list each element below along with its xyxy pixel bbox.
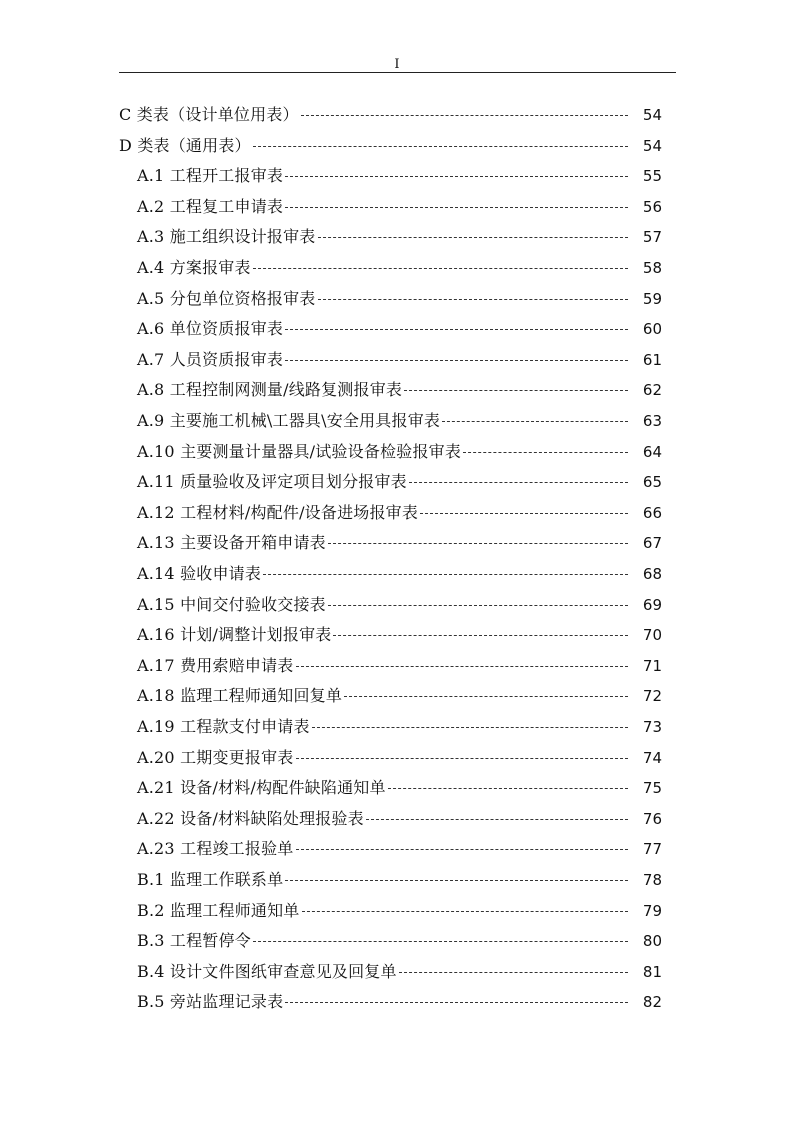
toc-entry-page-number: 68 <box>642 565 662 583</box>
toc-entry-label: A.22 设备/材料缺陷处理报验表 <box>137 808 364 828</box>
toc-entry[interactable] <box>0 712 794 742</box>
toc-entry[interactable] <box>0 590 794 620</box>
toc-entry-label: A.3 施工组织设计报审表 <box>137 227 316 247</box>
toc-entry[interactable] <box>0 620 794 650</box>
toc-entry[interactable] <box>0 896 794 926</box>
toc-entry-label: A.13 主要设备开箱申请表 <box>137 533 326 553</box>
toc-entry-label: A.9 主要施工机械\工器具\安全用具报审表 <box>137 411 441 430</box>
toc-entry-leader <box>318 237 628 238</box>
toc-entry-label: B.4 设计文件图纸审查意见及回复单 <box>137 961 397 981</box>
toc-entry-leader <box>285 207 628 208</box>
toc-entry[interactable] <box>0 773 794 803</box>
toc-entry-leader <box>253 268 628 269</box>
toc-entry-page-number: 73 <box>642 718 662 736</box>
toc-entry-leader <box>296 758 628 759</box>
toc-entry-label: A.7 人员资质报审表 <box>137 349 284 369</box>
toc-entry[interactable] <box>0 222 794 252</box>
toc-entry-label: C 类表（设计单位用表） <box>119 105 299 124</box>
toc-entry-label: A.11 质量验收及评定项目划分报审表 <box>137 472 407 492</box>
toc-entry-leader <box>285 360 628 361</box>
toc-entry-leader <box>333 635 628 636</box>
toc-entry-leader <box>328 543 628 544</box>
toc-entry-leader <box>404 390 628 391</box>
toc-entry-label: D 类表（通用表） <box>119 135 251 155</box>
toc-entry-leader <box>285 176 628 177</box>
toc-entry-leader <box>366 819 628 820</box>
toc-entry-leader <box>420 513 628 514</box>
toc-entry-leader <box>285 1002 628 1003</box>
toc-entry-page-number: 59 <box>642 289 662 308</box>
toc-entry-leader <box>263 574 628 575</box>
toc-entry[interactable] <box>0 406 794 436</box>
toc-entry-page-number: 72 <box>642 687 662 706</box>
toc-entry[interactable] <box>0 804 794 834</box>
toc-entry-leader <box>285 329 628 330</box>
toc-entry-page-number: 63 <box>642 412 662 430</box>
toc-entry[interactable] <box>0 834 794 864</box>
toc-entry[interactable] <box>0 131 794 161</box>
toc-entry-page-number: 66 <box>642 503 662 522</box>
toc-entry-leader <box>296 849 628 850</box>
toc-entry-label: A.19 工程款支付申请表 <box>137 717 310 736</box>
toc-entry-label: A.1 工程开工报审表 <box>137 166 284 186</box>
toc-entry-page-number: 55 <box>642 167 662 186</box>
toc-entry-page-number: 74 <box>642 748 662 767</box>
toc-entry-page-number: 80 <box>642 932 662 951</box>
toc-entry-label: A.18 监理工程师通知回复单 <box>137 686 343 706</box>
toc-entry[interactable] <box>0 865 794 895</box>
toc-entry-page-number: 56 <box>642 197 662 216</box>
toc-entry-page-number: 75 <box>642 779 662 798</box>
toc-entry-leader <box>344 696 628 697</box>
toc-entry[interactable] <box>0 681 794 711</box>
toc-entry-leader <box>253 941 628 942</box>
toc-entry-label: A.20 工期变更报审表 <box>137 747 294 767</box>
toc-entry[interactable] <box>0 467 794 497</box>
toc-entry-label: A.15 中间交付验收交接表 <box>137 594 326 614</box>
toc-entry[interactable] <box>0 437 794 467</box>
toc-entry-label: A.14 验收申请表 <box>137 564 262 583</box>
toc-entry[interactable] <box>0 192 794 222</box>
toc-entry[interactable] <box>0 559 794 589</box>
toc-entry[interactable] <box>0 528 794 558</box>
toc-entry[interactable] <box>0 375 794 405</box>
toc-entry[interactable] <box>0 926 794 956</box>
toc-entry-page-number: 54 <box>642 106 662 124</box>
toc-entry-label: B.5 旁站监理记录表 <box>137 992 284 1012</box>
toc-entry-page-number: 81 <box>642 962 662 981</box>
toc-entry-page-number: 76 <box>642 809 662 828</box>
toc-entry-leader <box>463 452 628 453</box>
toc-entry[interactable] <box>0 284 794 314</box>
toc-entry-page-number: 70 <box>642 626 662 645</box>
toc-entry-label: A.12 工程材料/构配件/设备进场报审表 <box>137 502 419 522</box>
toc-entry-leader <box>253 146 628 147</box>
toc-entry-leader <box>409 482 628 483</box>
toc-entry-page-number: 67 <box>642 534 662 553</box>
toc-entry-label: A.17 费用索赔申请表 <box>137 655 294 675</box>
toc-entry-page-number: 58 <box>642 259 662 277</box>
toc-entry[interactable] <box>0 743 794 773</box>
toc-entry-page-number: 82 <box>642 993 662 1012</box>
toc-entry-leader <box>285 880 628 881</box>
toc-entry-page-number: 71 <box>642 656 662 675</box>
toc-entry[interactable] <box>0 987 794 1017</box>
toc-entry-leader <box>388 788 628 789</box>
toc-entry-leader <box>328 605 628 606</box>
toc-entry-page-number: 64 <box>642 442 662 461</box>
toc-entry[interactable] <box>0 161 794 191</box>
toc-entry[interactable] <box>0 651 794 681</box>
toc-entry[interactable] <box>0 253 794 283</box>
toc-entry-label: A.10 主要测量计量器具/试验设备检验报审表 <box>137 441 462 461</box>
toc-entry-page-number: 77 <box>642 840 662 859</box>
toc-entry-page-number: 79 <box>642 901 662 920</box>
toc-entry-page-number: 54 <box>642 136 662 155</box>
toc-entry-label: A.5 分包单位资格报审表 <box>137 288 316 308</box>
toc-entry-label: A.4 方案报审表 <box>137 258 251 277</box>
toc-entry[interactable] <box>0 957 794 987</box>
toc-entry[interactable] <box>0 100 794 130</box>
toc-entry-page-number: 65 <box>642 473 662 492</box>
toc-entry[interactable] <box>0 345 794 375</box>
toc-entry-page-number: 60 <box>642 320 662 339</box>
toc-entry-label: B.3 工程暂停令 <box>137 931 251 951</box>
toc-entry-page-number: 57 <box>642 228 662 247</box>
toc-entry[interactable] <box>0 498 794 528</box>
toc-entry-leader <box>399 972 628 973</box>
toc-entry-page-number: 62 <box>642 381 662 400</box>
toc-entry-label: B.2 监理工程师通知单 <box>137 900 300 920</box>
toc-entry-page-number: 69 <box>642 595 662 614</box>
toc-entry-leader <box>442 421 628 422</box>
toc-entry-leader <box>296 666 628 667</box>
toc-entry[interactable] <box>0 314 794 344</box>
header-rule <box>119 72 676 73</box>
toc-entry-leader <box>312 727 628 728</box>
toc-entry-label: B.1 监理工作联系单 <box>137 870 284 889</box>
toc-entry-page-number: 61 <box>642 350 662 369</box>
toc-entry-leader <box>302 911 628 912</box>
toc-entry-label: A.23 工程竣工报验单 <box>137 839 294 859</box>
toc-entry-label: A.6 单位资质报审表 <box>137 319 284 339</box>
toc-entry-label: A.21 设备/材料/构配件缺陷通知单 <box>137 778 386 798</box>
toc-entry-label: A.16 计划/调整计划报审表 <box>137 625 332 645</box>
toc-entry-leader <box>318 299 628 300</box>
page-header-mark: I <box>394 57 400 72</box>
toc-entry-label: A.2 工程复工申请表 <box>137 196 284 216</box>
toc-entry-label: A.8 工程控制网测量/线路复测报审表 <box>137 380 403 400</box>
toc-entry-leader <box>301 115 628 116</box>
toc-entry-page-number: 78 <box>642 871 662 889</box>
